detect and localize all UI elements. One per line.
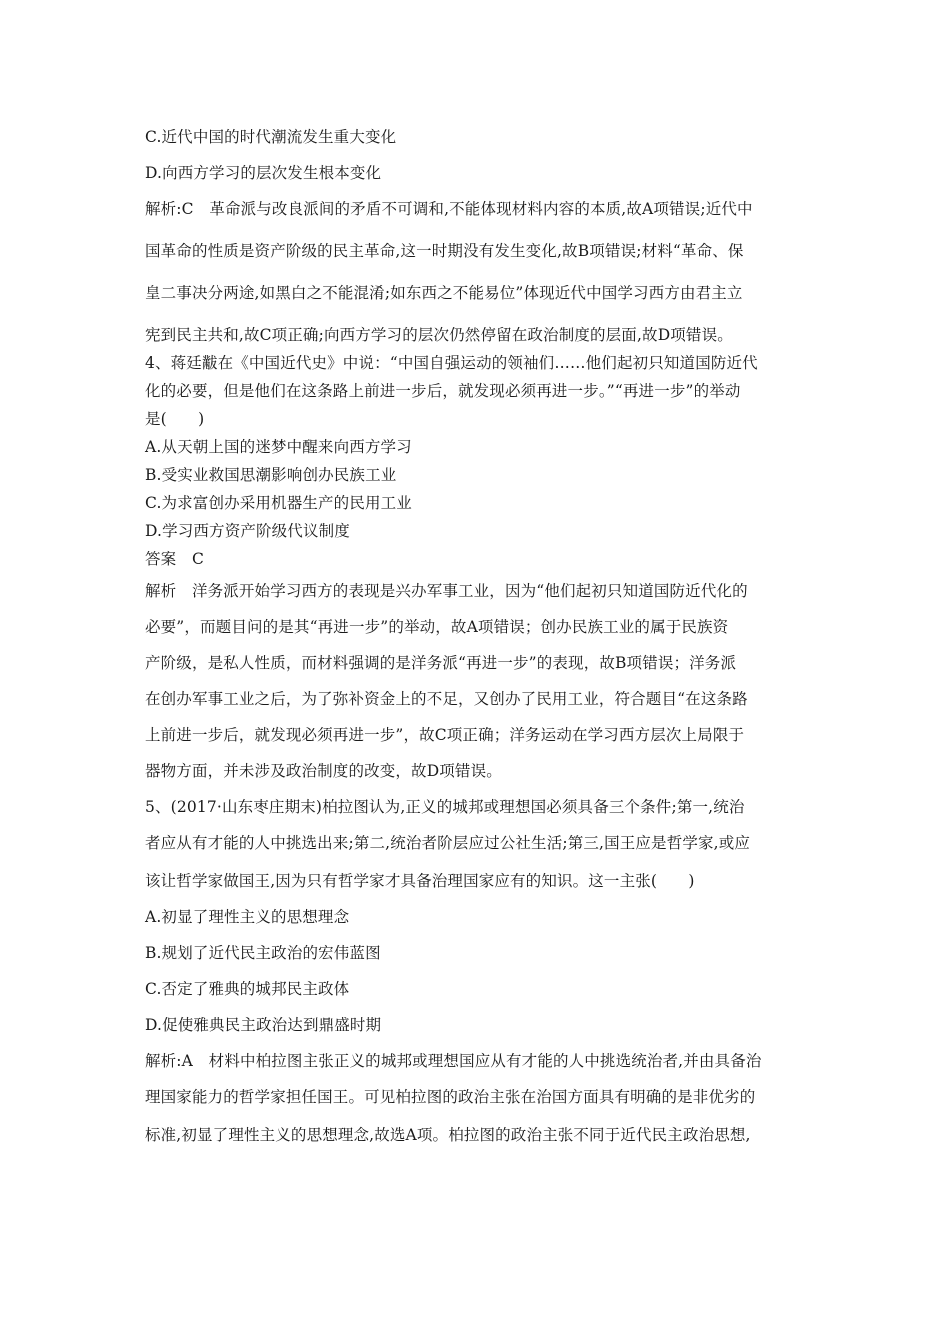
question-5-stem-line: 5、(2017·山东枣庄期末)柏拉图认为,正义的城邦或理想国必须具备三个条件;第一,统治 [145,798,745,816]
analysis-line: 解析:C 革命派与改良派间的矛盾不可调和,不能体现材料内容的本质,故A项错误;近代中 [145,200,753,218]
question-5-stem-line: 者应从有才能的人中挑选出来;第二,统治者阶层应过公社生活;第三,国王应是哲学家,或应 [145,834,751,852]
analysis-line: 解析:A 材料中柏拉图主张正义的城邦或理想国应从有才能的人中挑选统治者,并由具备治 [145,1052,762,1070]
question-4-stem-line: 4、蒋廷黻在《中国近代史》中说：“中国自强运动的领袖们……他们起初只知道国防近代 [145,354,758,372]
option-a-line: A.初显了理性主义的思想理念 [145,908,350,926]
option-c-line: C.为求富创办采用机器生产的民用工业 [145,494,412,512]
option-d-line: D.向西方学习的层次发生根本变化 [145,164,382,182]
question-4-stem-line: 是( ) [145,410,205,428]
analysis-line: 解析 洋务派开始学习西方的表现是兴办军事工业，因为“他们起初只知道国防近代化的 [145,582,748,600]
question-5-stem-line: 该让哲学家做国王,因为只有哲学家才具备治理国家应有的知识。这一主张( ) [145,872,695,890]
analysis-line: 必要”，而题目问的是其“再进一步”的举动，故A项错误；创办民族工业的属于民族资 [145,618,729,636]
option-c-line: C.否定了雅典的城邦民主政体 [145,980,350,998]
analysis-line: 器物方面，并未涉及政治制度的改变，故D项错误。 [145,762,502,780]
option-c-line: C.近代中国的时代潮流发生重大变化 [145,128,397,146]
option-b-line: B.规划了近代民主政治的宏伟蓝图 [145,944,381,962]
analysis-line: 理国家能力的哲学家担任国王。可见柏拉图的政治主张在治国方面具有明确的是非优劣的 [145,1088,756,1106]
option-b-line: B.受实业救国思潮影响创办民族工业 [145,466,397,484]
answer-line: 答案 C [145,550,204,568]
option-d-line: D.学习西方资产阶级代议制度 [145,522,350,540]
option-a-line: A.从天朝上国的迷梦中醒来向西方学习 [145,438,412,456]
question-4-stem-line: 化的必要，但是他们在这条路上前进一步后，就发现必须再进一步。”“再进一步”的举动 [145,382,741,400]
analysis-line: 宪到民主共和,故C项正确;向西方学习的层次仍然停留在政治制度的层面,故D项错误。 [145,326,733,344]
analysis-line: 皇二事决分两途,如黑白之不能混淆;如东西之不能易位”体现近代中国学习西方由君主立 [145,284,743,302]
analysis-line: 国革命的性质是资产阶级的民主革命,这一时期没有发生变化,故B项错误;材料“革命、保 [145,242,744,260]
analysis-line: 产阶级，是私人性质，而材料强调的是洋务派“再进一步”的表现，故B项错误；洋务派 [145,654,737,672]
analysis-line: 在创办军事工业之后，为了弥补资金上的不足，又创办了民用工业，符合题目“在这条路 [145,690,748,708]
analysis-line: 标准,初显了理性主义的思想理念,故选A项。柏拉图的政治主张不同于近代民主政治思想, [145,1126,751,1144]
option-d-line: D.促使雅典民主政治达到鼎盛时期 [145,1016,382,1034]
analysis-line: 上前进一步后，就发现必须再进一步”，故C项正确；洋务运动在学习西方层次上局限于 [145,726,745,744]
